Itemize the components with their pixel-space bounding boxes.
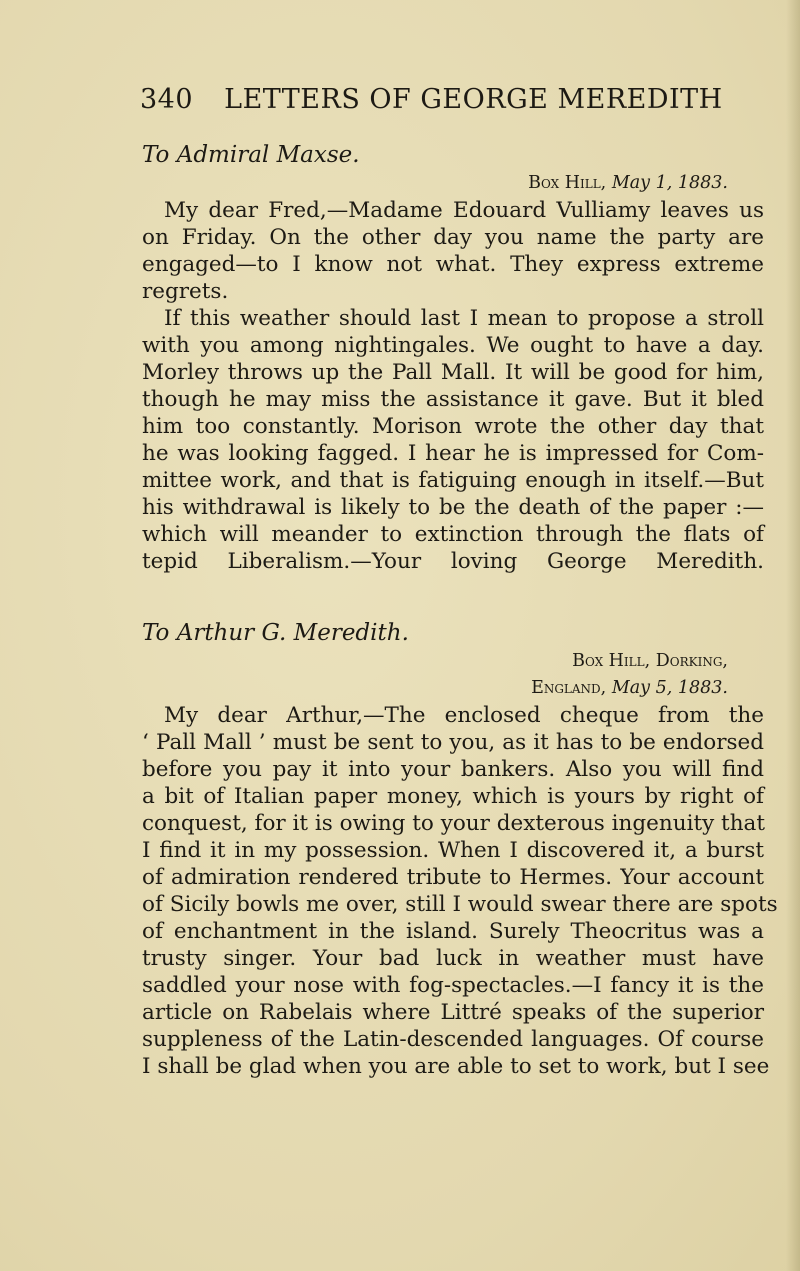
text-line: before you pay it into your bankers. Also you will find bbox=[142, 757, 764, 782]
letter-addressee: To Arthur G. Meredith. bbox=[142, 620, 409, 646]
text-line: I shall be glad when you are able to set to work, but I see bbox=[142, 1054, 770, 1079]
text-line: regrets. bbox=[142, 279, 229, 304]
letter-date: May 1, 1883. bbox=[611, 173, 728, 193]
running-title: LETTERS OF GEORGE MEREDITH bbox=[224, 84, 723, 115]
text-line: of admiration rendered tribute to Hermes. Your account bbox=[142, 865, 764, 890]
text-line: on Friday. On the other day you name the party are bbox=[142, 225, 764, 250]
letter-arthur-meredith bbox=[142, 618, 778, 1080]
text-line: Morley throws up the Pall Mall. It will be good for him, bbox=[142, 360, 764, 385]
letter-place: England, bbox=[531, 678, 607, 698]
text-line: conquest, for it is owing to your dexterous ingenuity that bbox=[142, 811, 766, 836]
letter-place: Box Hill, Dorking, bbox=[572, 651, 728, 671]
text-line: If this weather should last I mean to propose a stroll bbox=[164, 306, 764, 331]
letter-place-line bbox=[142, 648, 764, 675]
text-line: of Sicily bowls me over, still I would swear there are spots bbox=[142, 892, 778, 917]
text-line: trusty singer. Your bad luck in weather must have bbox=[142, 946, 764, 971]
text-line: article on Rabelais where Littré speaks of the superior bbox=[142, 1000, 764, 1025]
text-line: him too constantly. Morison wrote the other day that bbox=[142, 414, 764, 439]
text-line: his withdrawal is likely to be the death of the paper :— bbox=[142, 495, 764, 520]
text-line: engaged—to I know not what. They express extreme bbox=[142, 252, 764, 277]
text-line: a bit of Italian paper money, which is yours by right of bbox=[142, 784, 764, 809]
text-line: My dear Arthur,—The enclosed cheque from the bbox=[164, 703, 764, 728]
letter-addressee: To Admiral Maxse. bbox=[142, 142, 360, 168]
letter-place-date bbox=[142, 675, 764, 702]
text-line: My dear Fred,—Madame Edouard Vulliamy leaves us bbox=[164, 198, 764, 223]
letter-body bbox=[142, 702, 778, 1080]
text-line: which will meander to extinction through the flats of bbox=[142, 522, 764, 547]
running-head bbox=[140, 84, 723, 115]
page-number: 340 bbox=[140, 84, 194, 115]
text-line: mittee work, and that is fatiguing enough in itself.—But bbox=[142, 468, 764, 493]
letter-admiral-maxse bbox=[142, 140, 764, 575]
text-line: suppleness of the Latin-descended languages. Of course bbox=[142, 1027, 764, 1052]
text-line: he was looking fagged. I hear he is impressed for Com- bbox=[142, 441, 764, 466]
text-line: ‘ Pall Mall ’ must be sent to you, as it has to be endorsed bbox=[142, 730, 764, 755]
text-line: with you among nightingales. We ought to have a day. bbox=[142, 333, 764, 358]
letter-date: May 5, 1883. bbox=[611, 678, 728, 698]
page-edge-shadow bbox=[786, 0, 800, 1271]
text-line: of enchantment in the island. Surely Theocritus was a bbox=[142, 919, 764, 944]
text-line: I find it in my possession. When I discovered it, a burst bbox=[142, 838, 764, 863]
letter-place: Box Hill, bbox=[528, 173, 607, 193]
letter-place-date bbox=[142, 170, 764, 197]
text-line: though he may miss the assistance it gave. But it bled bbox=[142, 387, 764, 412]
text-line: tepid Liberalism.—Your loving George Meredith. bbox=[142, 549, 764, 574]
text-line: saddled your nose with fog-spectacles.—I fancy it is the bbox=[142, 973, 764, 998]
letter-body bbox=[142, 197, 764, 575]
